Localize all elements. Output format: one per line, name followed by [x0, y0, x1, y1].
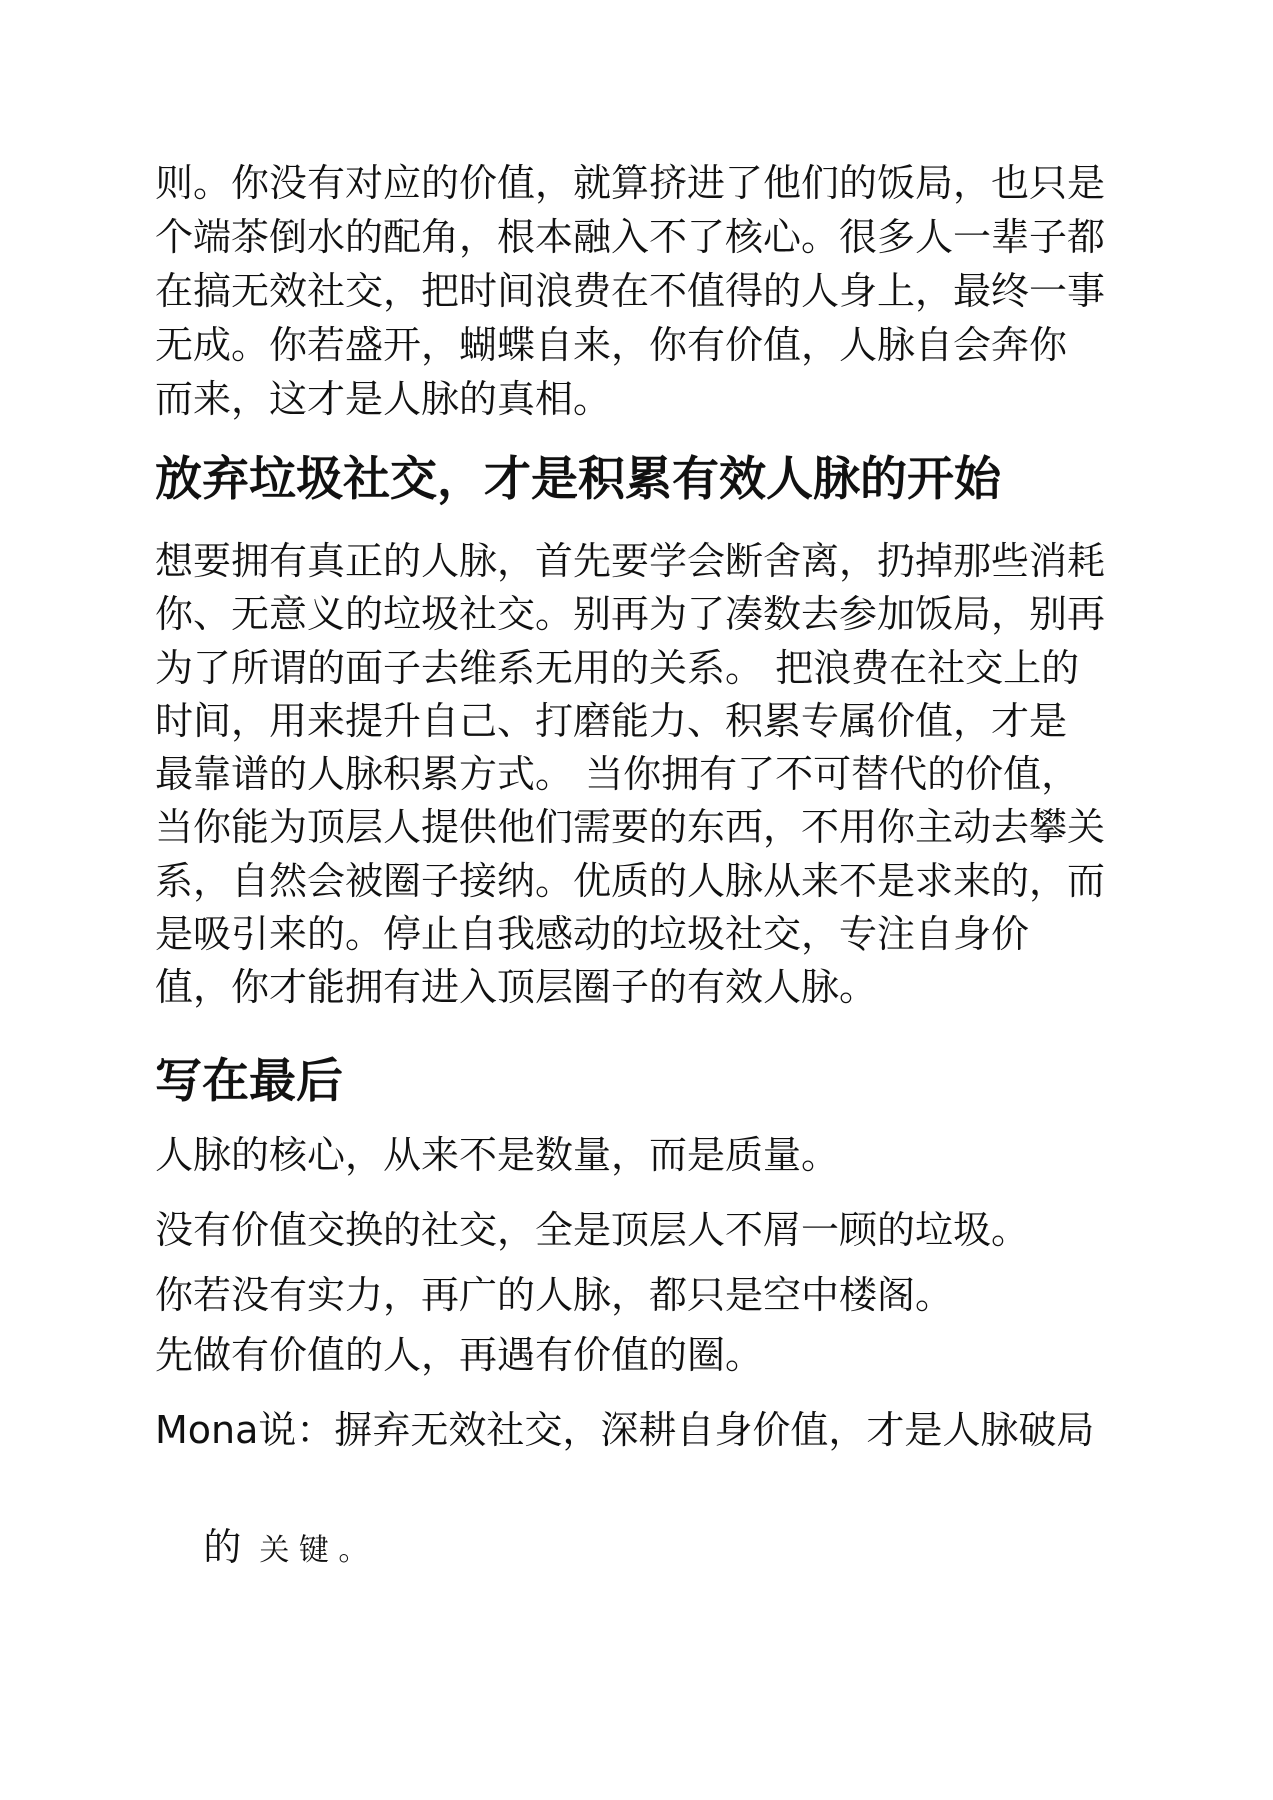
section-heading-abandon: 放弃垃圾社交，才是积累有效人脉的开始: [155, 452, 1001, 507]
text-line: 为了所谓的面子去维系无用的关系。 把浪费在社交上的: [155, 645, 1080, 690]
text-line: 则。你没有对应的价值，就算挤进了他们的饭局，也只是: [155, 161, 1106, 205]
text-line: 当你能为顶层人提供他们需要的东西，不用你主动去攀关: [155, 805, 1106, 850]
text-line: 是吸引来的。停止自我感动的垃圾社交，专注自身价: [155, 912, 1030, 957]
final-statement: 没有价值交换的社交，全是顶层人不屑一顾的垃圾。: [155, 1208, 1030, 1252]
closing-quote-lead: 的: [203, 1525, 242, 1569]
intro-paragraph: [155, 156, 1215, 426]
abandon-paragraph: [155, 535, 1215, 1015]
final-statement: 你若没有实力，再广的人脉，都只是空中楼阁。: [155, 1273, 954, 1317]
text-line: 在搞无效社交，把时间浪费在不值得的人身上，最终一事: [155, 269, 1106, 313]
text-line: 最靠谱的人脉积累方式。 当你拥有了不可替代的价值，: [155, 752, 1080, 797]
closing-quote-tail: 关 键 。: [259, 1533, 369, 1568]
text-line: 无成。你若盛开，蝴蝶自来，你有价值，人脉自会奔你: [155, 323, 1068, 367]
final-statement: 人脉的核心，从来不是数量，而是质量。: [155, 1133, 840, 1177]
text-line: 个端茶倒水的配角，根本融入不了核心。很多人一辈子都: [155, 215, 1106, 259]
text-line: 而来，这才是人脉的真相。: [155, 377, 612, 421]
text-line: 系，自然会被圈子接纳。优质的人脉从来不是求来的，而: [155, 858, 1106, 903]
text-line: 时间，用来提升自己、打磨能力、积累专属价值，才是: [155, 698, 1068, 743]
text-line: 你、无意义的垃圾社交。别再为了凑数去参加饭局，别再: [155, 592, 1106, 637]
final-statement: 先做有价值的人，再遇有价值的圈。: [155, 1333, 764, 1377]
closing-quote-line-2: [155, 1466, 1215, 1569]
section-heading-final: 写在最后: [155, 1054, 343, 1109]
text-line: 想要拥有真正的人脉，首先要学会断舍离，扔掉那些消耗: [155, 539, 1106, 583]
closing-quote-line-1: Mona说：摒弃无效社交，深耕自身价值，才是人脉破局: [155, 1408, 1095, 1452]
text-line: 值，你才能拥有进入顶层圈子的有效人脉。: [155, 965, 878, 1010]
